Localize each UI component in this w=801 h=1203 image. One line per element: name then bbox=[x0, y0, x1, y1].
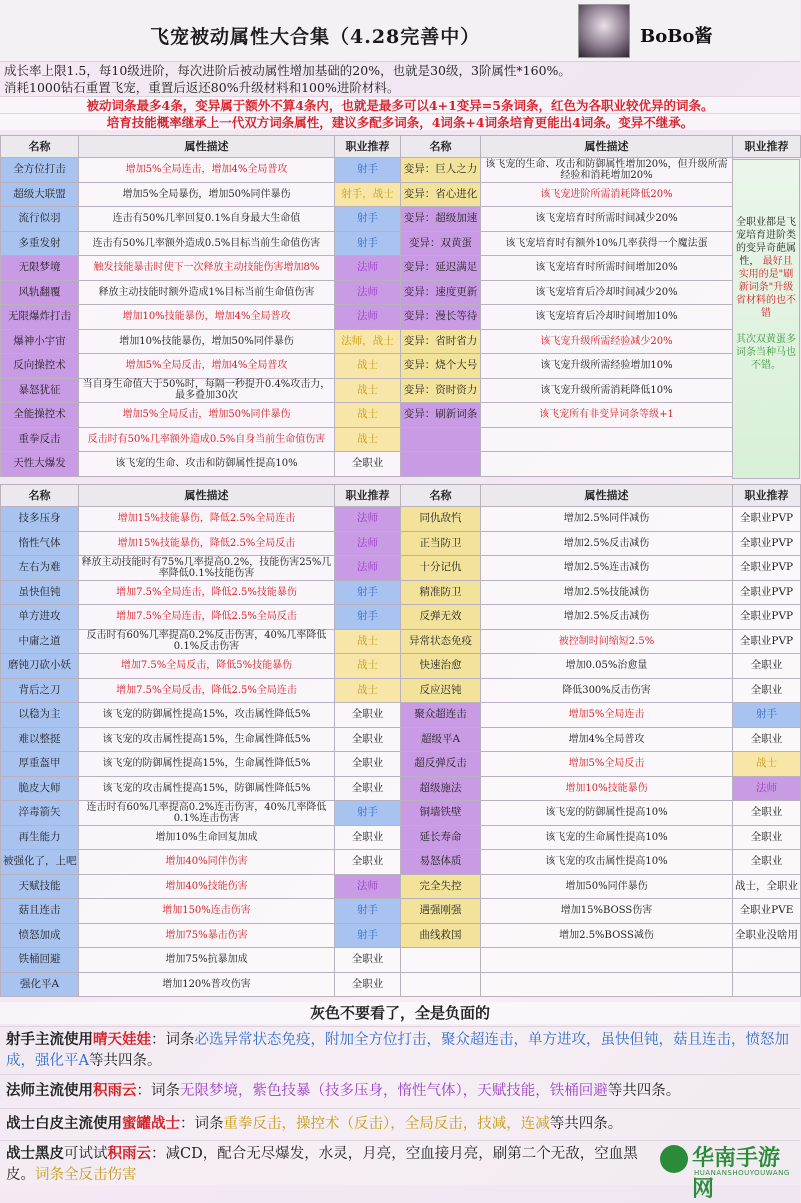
trait-desc: 当自身生命值大于50%时，每隔一秒提升0.4%攻击力，最多叠加30次 bbox=[79, 378, 335, 403]
trait-role: 全职业 bbox=[335, 776, 401, 801]
summary-text: ：词条 bbox=[136, 1083, 180, 1099]
trait-role: 战士 bbox=[335, 629, 401, 654]
trait-name: 菇且连击 bbox=[1, 899, 79, 924]
trait-name: 快速治愈 bbox=[401, 654, 481, 679]
trait-name: 风轨翻覆 bbox=[1, 280, 79, 305]
trait-desc: 该飞宠的攻击属性提高15%，防御属性降低5% bbox=[79, 776, 335, 801]
trait-role: 战士 bbox=[733, 752, 801, 777]
summary-label bbox=[6, 1115, 180, 1132]
trait-name bbox=[401, 948, 481, 973]
mutation-desc bbox=[481, 427, 733, 452]
trait-role: 射手，战士 bbox=[335, 182, 401, 207]
table-main-traits bbox=[0, 135, 801, 477]
col-name: 名称 bbox=[1, 485, 79, 507]
trait-name: 流行似羽 bbox=[1, 207, 79, 232]
summary-trial: 可试试 bbox=[64, 1146, 108, 1162]
trait-name: 技多压身 bbox=[1, 507, 79, 532]
summary-key: 法师主流使用 bbox=[6, 1082, 93, 1099]
trait-role: 战士 bbox=[335, 427, 401, 452]
summary-list: 必选异常状态免疫，附加全方位打击，聚众超连击，单方进攻，虽快但钝，菇且连击，愤怒加成，强化平A bbox=[6, 1032, 789, 1069]
summary-label bbox=[6, 1145, 64, 1162]
mutation-desc: 该飞宠所有非变异词条等级+1 bbox=[481, 403, 733, 428]
trait-desc: 增加120%普攻伤害 bbox=[79, 972, 335, 997]
trait-role: 全职业 bbox=[733, 727, 801, 752]
summary-hero: 晴天娃娃 bbox=[93, 1031, 151, 1048]
trait-desc: 该飞宠的防御属性提高15%，攻击属性降低5% bbox=[79, 703, 335, 728]
table-row bbox=[1, 378, 801, 403]
table-row bbox=[1, 354, 801, 379]
summary-list: 重拳反击，操控术（反击），全局反击，技减，连减 bbox=[223, 1116, 550, 1132]
summary-warrior-white bbox=[0, 1108, 800, 1138]
trait-role: 全职业 bbox=[733, 678, 801, 703]
trait-role: 全职业 bbox=[335, 850, 401, 875]
summary-text: ：减CD，配合无尽爆发，水灵，月亮，空血接月亮，刷第二个无敌，空血 bbox=[151, 1146, 624, 1162]
table-row bbox=[1, 703, 801, 728]
table-row bbox=[1, 305, 801, 330]
summary-end: 等共四条。 bbox=[88, 1053, 162, 1069]
mutation-name: 变异：超级加速 bbox=[401, 207, 481, 232]
trait-desc: 增加15%技能暴伤，降低2.5%全局连击 bbox=[79, 507, 335, 532]
trait-name: 以稳为主 bbox=[1, 703, 79, 728]
side-note-text-red: 最好且实用的是"刷新词条"升级省材料的也不错 bbox=[736, 256, 796, 319]
trait-role: 战士 bbox=[335, 378, 401, 403]
intro-line-4: 培育技能概率继承上一代双方词条属性，建议多配多词条，4词条+4词条培育更能出4词条。变异不继承。 bbox=[0, 113, 800, 130]
mutation-desc: 该飞宠培育后冷却时间减少20% bbox=[481, 280, 733, 305]
intro-line-2: 消耗1000钻石重置飞宠，重置后返还80%升级材料和100%进阶材料。 bbox=[4, 80, 400, 95]
col-role: 职业推荐 bbox=[733, 485, 801, 507]
trait-desc: 增加10%技能暴伤，增加50%同伴暴伤 bbox=[79, 329, 335, 354]
trait-role: 全职业 bbox=[335, 452, 401, 477]
summary-key: 战士白皮主流使用 bbox=[6, 1115, 122, 1132]
trait-desc: 增加75%抗暴加成 bbox=[79, 948, 335, 973]
table-row bbox=[1, 948, 801, 973]
trait-desc: 增加7.5%全局反击，降低5%技能暴伤 bbox=[79, 654, 335, 679]
col-name: 名称 bbox=[401, 136, 481, 158]
trait-role bbox=[733, 972, 801, 997]
trait-name: 反应迟钝 bbox=[401, 678, 481, 703]
mutation-name: 变异：延迟满足 bbox=[401, 256, 481, 281]
trait-desc: 增加2.5%同伴减伤 bbox=[481, 507, 733, 532]
trait-desc: 增加2.5%反击减伤 bbox=[481, 531, 733, 556]
trait-desc: 增加5%全局反击，增加4%全局普攻 bbox=[79, 354, 335, 379]
trait-name: 难以整挺 bbox=[1, 727, 79, 752]
trait-role: 法师，战士 bbox=[335, 329, 401, 354]
summary-hero: 积雨云 bbox=[93, 1082, 137, 1099]
trait-name: 重拳反击 bbox=[1, 427, 79, 452]
trait-desc: 增加40%技能伤害 bbox=[79, 874, 335, 899]
trait-desc: 增加2.5%技能减伤 bbox=[481, 580, 733, 605]
trait-name: 强化平A bbox=[1, 972, 79, 997]
mutation-desc: 该飞宠升级所需消耗降低10% bbox=[481, 378, 733, 403]
table-header-row bbox=[1, 485, 801, 507]
trait-name: 无限梦境 bbox=[1, 256, 79, 281]
col-desc: 属性描述 bbox=[481, 485, 733, 507]
trait-role: 战士，全职业 bbox=[733, 874, 801, 899]
table-header-row bbox=[1, 136, 801, 158]
page-title: 飞宠被动属性大合集（4.28完善中） bbox=[150, 26, 481, 48]
col-desc: 属性描述 bbox=[79, 136, 335, 158]
trait-name: 同仇敌忾 bbox=[401, 507, 481, 532]
trait-role: 射手 bbox=[335, 899, 401, 924]
trait-name: 完全失控 bbox=[401, 874, 481, 899]
mutation-desc: 该飞宠培育时所需时间增加20% bbox=[481, 256, 733, 281]
table-row bbox=[1, 256, 801, 281]
mutation-desc: 该飞宠的生命、攻击和防御属性增加20%，但升级所需经验和消耗增加20% bbox=[481, 158, 733, 183]
trait-desc: 增加75%暴击伤害 bbox=[79, 923, 335, 948]
table-row bbox=[1, 801, 801, 826]
table-row bbox=[1, 972, 801, 997]
trait-desc: 释放主动技能时额外造成1%目标当前生命值伤害 bbox=[79, 280, 335, 305]
trait-desc: 增加5%全局连击 bbox=[481, 703, 733, 728]
mutation-desc: 该飞宠培育时所需时间减少20% bbox=[481, 207, 733, 232]
summary-shooter bbox=[0, 1026, 800, 1072]
trait-desc: 增加40%同伴伤害 bbox=[79, 850, 335, 875]
table-row bbox=[1, 727, 801, 752]
trait-name: 厚重盔甲 bbox=[1, 752, 79, 777]
table-row bbox=[1, 899, 801, 924]
summary-list: 无限梦境，紫色技暴（技多压身，惰性气体），天赋技能，铁桶回避 bbox=[180, 1083, 608, 1099]
watermark bbox=[658, 1141, 798, 1202]
trait-name: 超级大联盟 bbox=[1, 182, 79, 207]
trait-name: 多重发射 bbox=[1, 231, 79, 256]
trait-name: 爆神小宇宙 bbox=[1, 329, 79, 354]
trait-name: 超级平A bbox=[401, 727, 481, 752]
table-row bbox=[1, 825, 801, 850]
trait-role: 全职业PVP bbox=[733, 580, 801, 605]
trait-role: 全职业PVP bbox=[733, 531, 801, 556]
summary-key: 战士黑皮 bbox=[6, 1145, 64, 1162]
table-row bbox=[1, 874, 801, 899]
table-row bbox=[1, 452, 801, 477]
trait-name: 天赋技能 bbox=[1, 874, 79, 899]
trait-role: 全职业PVP bbox=[733, 605, 801, 630]
trait-role: 法师 bbox=[335, 305, 401, 330]
trait-role: 全职业 bbox=[335, 727, 401, 752]
trait-role: 法师 bbox=[335, 531, 401, 556]
trait-role bbox=[733, 948, 801, 973]
trait-desc bbox=[481, 948, 733, 973]
intro-line-3: 被动词条最多4条，变异属于额外不算4条内，也就是最多可以4+1变异=5条词条，红色为各职业较优异的词条。 bbox=[0, 96, 800, 113]
col-name: 名称 bbox=[401, 485, 481, 507]
trait-role: 全职业 bbox=[335, 972, 401, 997]
trait-name: 异常状态免疫 bbox=[401, 629, 481, 654]
trait-desc: 增加15%BOSS伤害 bbox=[481, 899, 733, 924]
trait-desc: 反击时有60%几率提高0.2%反击伤害，40%几率降低0.1%反击伤害 bbox=[79, 629, 335, 654]
trait-desc: 该飞宠的攻击属性提高15%，生命属性降低5% bbox=[79, 727, 335, 752]
trait-role: 法师 bbox=[335, 256, 401, 281]
trait-desc: 增加50%同伴暴伤 bbox=[481, 874, 733, 899]
trait-name: 背后之刀 bbox=[1, 678, 79, 703]
trait-name: 反弹无效 bbox=[401, 605, 481, 630]
trait-role: 射手 bbox=[733, 703, 801, 728]
table-row bbox=[1, 280, 801, 305]
trait-role: 全职业PVP bbox=[733, 629, 801, 654]
trait-name: 中庸之道 bbox=[1, 629, 79, 654]
mutation-name: 变异：资时资力 bbox=[401, 378, 481, 403]
mutation-desc: 该飞宠升级所需经验增加10% bbox=[481, 354, 733, 379]
mutation-desc: 该飞宠培育时有额外10%几率获得一个魔法蛋 bbox=[481, 231, 733, 256]
table-row bbox=[1, 923, 801, 948]
side-note-text-1: 全职业都是飞宠培育进阶类的变异奇葩属性， bbox=[736, 217, 796, 267]
trait-name: 全方位打击 bbox=[1, 158, 79, 183]
mutation-desc: 该飞宠进阶所需消耗降低20% bbox=[481, 182, 733, 207]
summary-hero: 积雨云 bbox=[107, 1145, 151, 1162]
trait-role: 全职业 bbox=[733, 850, 801, 875]
trait-desc: 增加10%技能暴伤 bbox=[481, 776, 733, 801]
trait-name: 愤怒加成 bbox=[1, 923, 79, 948]
trait-desc: 增加2.5%连击减伤 bbox=[481, 556, 733, 581]
mutation-name: 变异：双黄蛋 bbox=[401, 231, 481, 256]
trait-desc: 连击有50%几率额外造成0.5%目标当前生命值伤害 bbox=[79, 231, 335, 256]
trait-role: 全职业PVP bbox=[733, 556, 801, 581]
table-sub-traits bbox=[0, 484, 801, 997]
trait-desc: 降低300%反击伤害 bbox=[481, 678, 733, 703]
gray-note: 灰色不要看了，全是负面的 bbox=[0, 1002, 800, 1024]
avatar bbox=[578, 4, 630, 58]
trait-name: 铁桶回避 bbox=[1, 948, 79, 973]
table-row bbox=[1, 531, 801, 556]
summary-hero: 蜜罐战士 bbox=[122, 1115, 180, 1132]
trait-desc: 增加5%全局反击 bbox=[481, 752, 733, 777]
trait-desc: 该飞宠的攻击属性提高10% bbox=[481, 850, 733, 875]
table-row bbox=[1, 580, 801, 605]
trait-name: 左右为难 bbox=[1, 556, 79, 581]
table-row bbox=[1, 507, 801, 532]
trait-desc: 增加15%技能暴伤，降低2.5%全局反击 bbox=[79, 531, 335, 556]
watermark-logo-icon bbox=[660, 1145, 688, 1173]
trait-role: 法师 bbox=[335, 556, 401, 581]
trait-role: 全职业 bbox=[733, 654, 801, 679]
summary-key: 射手主流使用 bbox=[6, 1031, 93, 1048]
trait-role: 战士 bbox=[335, 354, 401, 379]
trait-role: 法师 bbox=[335, 507, 401, 532]
trait-name: 正当防卫 bbox=[401, 531, 481, 556]
trait-desc: 增加7.5%全局连击，降低2.5%全局反击 bbox=[79, 605, 335, 630]
trait-role: 全职业 bbox=[335, 948, 401, 973]
trait-role: 射手 bbox=[335, 605, 401, 630]
summary-list: 词条全反击伤害 bbox=[35, 1167, 137, 1183]
summary-label bbox=[6, 1082, 137, 1099]
trait-role: 射手 bbox=[335, 801, 401, 826]
mutation-desc bbox=[481, 452, 733, 477]
trait-role: 射手 bbox=[335, 158, 401, 183]
trait-desc: 连击时有60%几率提高0.2%连击伤害，40%几率降低0.1%连击伤害 bbox=[79, 801, 335, 826]
mutation-name: 变异：巨人之力 bbox=[401, 158, 481, 183]
trait-desc: 该飞宠的防御属性提高10% bbox=[481, 801, 733, 826]
table-row bbox=[1, 556, 801, 581]
trait-desc: 该飞宠的生命属性提高10% bbox=[481, 825, 733, 850]
table-row bbox=[1, 207, 801, 232]
trait-role: 全职业 bbox=[733, 825, 801, 850]
table-row bbox=[1, 605, 801, 630]
trait-role: 战士 bbox=[335, 403, 401, 428]
table-row bbox=[1, 850, 801, 875]
trait-name: 聚众超连击 bbox=[401, 703, 481, 728]
trait-desc: 释放主动技能时有75%几率提高0.2%，技能伤害25%几率降低0.1%技能伤害 bbox=[79, 556, 335, 581]
trait-desc: 增加150%连击伤害 bbox=[79, 899, 335, 924]
trait-desc: 增加10%技能暴伤，增加4%全局普攻 bbox=[79, 305, 335, 330]
trait-name: 虽快但钝 bbox=[1, 580, 79, 605]
trait-name: 再生能力 bbox=[1, 825, 79, 850]
trait-role: 全职业没啥用 bbox=[733, 923, 801, 948]
table-row bbox=[1, 629, 801, 654]
trait-name: 惰性气体 bbox=[1, 531, 79, 556]
trait-name: 延长寿命 bbox=[401, 825, 481, 850]
summary-end: 等共四条。 bbox=[549, 1116, 623, 1132]
trait-desc: 增加7.5%全局连击，降低2.5%技能暴伤 bbox=[79, 580, 335, 605]
trait-name: 无限爆炸打击 bbox=[1, 305, 79, 330]
mutation-name: 变异：烧个大号 bbox=[401, 354, 481, 379]
mutation-name: 变异：刷新词条 bbox=[401, 403, 481, 428]
trait-name: 曲线救国 bbox=[401, 923, 481, 948]
watermark-subtext: HUANANSHOUYOUWANG bbox=[694, 1169, 790, 1177]
col-role: 职业推荐 bbox=[335, 485, 401, 507]
header bbox=[0, 0, 800, 62]
trait-role: 全职业 bbox=[335, 703, 401, 728]
trait-name: 单方进攻 bbox=[1, 605, 79, 630]
trait-desc: 触发技能暴击时使下一次释放主动技能伤害增加8% bbox=[79, 256, 335, 281]
trait-name: 精准防卫 bbox=[401, 580, 481, 605]
side-note-text-2: 其次双黄蛋多词条当种马也不错。 bbox=[736, 334, 796, 371]
trait-role: 全职业PVP bbox=[733, 507, 801, 532]
mutation-name bbox=[401, 452, 481, 477]
side-note-mutation bbox=[732, 159, 800, 479]
trait-role: 法师 bbox=[335, 280, 401, 305]
summary-text: ：词条 bbox=[151, 1032, 195, 1048]
trait-name: 淬毒箭矢 bbox=[1, 801, 79, 826]
trait-desc bbox=[481, 972, 733, 997]
trait-role: 战士 bbox=[335, 654, 401, 679]
trait-role: 全职业PVE bbox=[733, 899, 801, 924]
trait-desc: 被控制时间缩短2.5% bbox=[481, 629, 733, 654]
mutation-name: 变异：漫长等待 bbox=[401, 305, 481, 330]
mutation-desc: 该飞宠升级所需经验减少20% bbox=[481, 329, 733, 354]
trait-desc: 增加2.5%BOSS减伤 bbox=[481, 923, 733, 948]
trait-role: 全职业 bbox=[733, 801, 801, 826]
trait-name: 十分记仇 bbox=[401, 556, 481, 581]
watermark-text: 华南手游网 bbox=[692, 1146, 781, 1202]
table-row bbox=[1, 182, 801, 207]
mutation-name: 变异：省心进化 bbox=[401, 182, 481, 207]
col-name: 名称 bbox=[1, 136, 79, 158]
mutation-desc: 该飞宠培育后冷却时间增加10% bbox=[481, 305, 733, 330]
trait-desc: 连击有50%几率回复0.1%自身最大生命值 bbox=[79, 207, 335, 232]
trait-role: 射手 bbox=[335, 923, 401, 948]
table-row bbox=[1, 231, 801, 256]
trait-name: 脆皮大师 bbox=[1, 776, 79, 801]
trait-name: 全能操控术 bbox=[1, 403, 79, 428]
table-row bbox=[1, 752, 801, 777]
trait-desc: 增加5%全局反击，增加50%同伴暴伤 bbox=[79, 403, 335, 428]
trait-name bbox=[401, 972, 481, 997]
trait-name: 易怒体质 bbox=[401, 850, 481, 875]
table-row bbox=[1, 329, 801, 354]
trait-desc: 增加5%全局暴伤，增加50%同伴暴伤 bbox=[79, 182, 335, 207]
trait-desc: 增加5%全局连击，增加4%全局普攻 bbox=[79, 158, 335, 183]
table-row bbox=[1, 654, 801, 679]
col-desc: 属性描述 bbox=[481, 136, 733, 158]
trait-desc: 反击时有50%几率额外造成0.5%自身当前生命值伤害 bbox=[79, 427, 335, 452]
trait-role: 射手 bbox=[335, 207, 401, 232]
summary-text: ：词条 bbox=[180, 1116, 224, 1132]
trait-name: 天性大爆发 bbox=[1, 452, 79, 477]
trait-role: 法师 bbox=[335, 874, 401, 899]
mutation-name: 变异：省时省力 bbox=[401, 329, 481, 354]
trait-name: 遇强刚强 bbox=[401, 899, 481, 924]
table-row bbox=[1, 776, 801, 801]
trait-desc: 增加7.5%全局反击，降低2.5%全局连击 bbox=[79, 678, 335, 703]
summary-label bbox=[6, 1031, 151, 1048]
trait-desc: 增加10%生命回复加成 bbox=[79, 825, 335, 850]
trait-name: 反向操控术 bbox=[1, 354, 79, 379]
trait-name: 磨钝刀砍小妖 bbox=[1, 654, 79, 679]
table-row bbox=[1, 678, 801, 703]
intro bbox=[0, 62, 800, 130]
table-row bbox=[1, 403, 801, 428]
trait-role: 射手 bbox=[335, 580, 401, 605]
table-row bbox=[1, 158, 801, 183]
col-desc: 属性描述 bbox=[79, 485, 335, 507]
col-role: 职业推荐 bbox=[733, 136, 801, 158]
trait-desc: 该飞宠的生命、攻击和防御属性提高10% bbox=[79, 452, 335, 477]
trait-name: 被强化了，上吧 bbox=[1, 850, 79, 875]
summary-end: 等共四条。 bbox=[607, 1083, 681, 1099]
trait-role: 全职业 bbox=[335, 825, 401, 850]
trait-role: 法师 bbox=[733, 776, 801, 801]
trait-name: 超反弹反击 bbox=[401, 752, 481, 777]
trait-name: 暴怒犹征 bbox=[1, 378, 79, 403]
trait-role: 射手 bbox=[335, 231, 401, 256]
mutation-name bbox=[401, 427, 481, 452]
author-name: BoBo酱 bbox=[640, 26, 713, 47]
trait-desc: 该飞宠的防御属性提高15%，生命属性降低5% bbox=[79, 752, 335, 777]
trait-desc: 增加0.05%治愈量 bbox=[481, 654, 733, 679]
mutation-name: 变异：速度更新 bbox=[401, 280, 481, 305]
intro-line-1: 成长率上限1.5，每10级进阶，每次进阶后被动属性增加基础的20%，也就是30级，3阶属性*160%。 bbox=[4, 63, 571, 78]
trait-role: 全职业 bbox=[335, 752, 401, 777]
trait-role: 战士 bbox=[335, 678, 401, 703]
trait-name: 铜墙铁壁 bbox=[401, 801, 481, 826]
summary-end: 黑皮。 bbox=[6, 1146, 638, 1183]
trait-desc: 增加4%全局普攻 bbox=[481, 727, 733, 752]
table-row bbox=[1, 427, 801, 452]
summary-mage bbox=[0, 1074, 800, 1106]
trait-name: 超级施法 bbox=[401, 776, 481, 801]
col-role: 职业推荐 bbox=[335, 136, 401, 158]
trait-desc: 增加2.5%反击减伤 bbox=[481, 605, 733, 630]
